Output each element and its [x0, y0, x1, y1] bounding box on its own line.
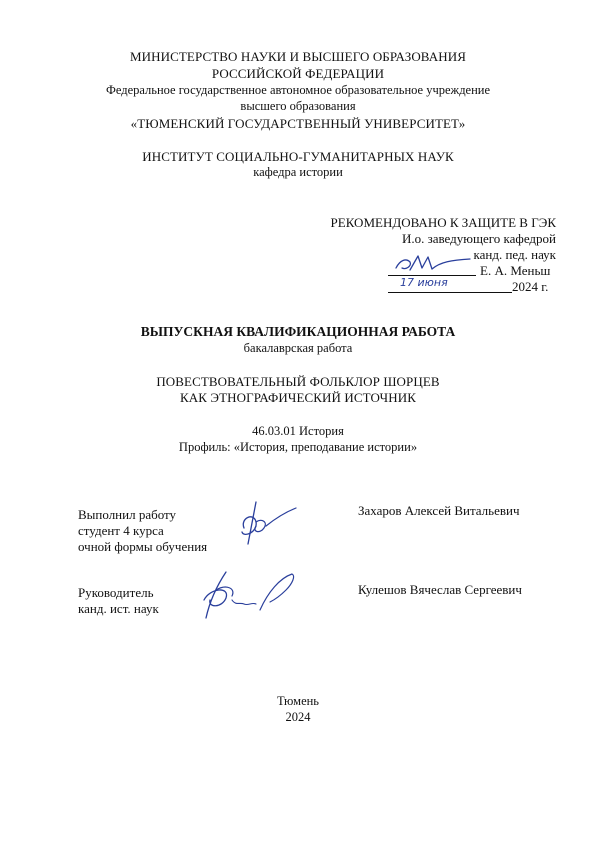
institution-type-line-2: высшего образования	[240, 99, 356, 113]
approval-title: РЕКОМЕНДОВАНО К ЗАЩИТЕ В ГЭК	[330, 215, 556, 230]
department-name: кафедра истории	[253, 165, 343, 179]
footer-year: 2024	[285, 710, 311, 724]
footer-city: Тюмень	[276, 694, 320, 708]
institution-type-line-1: Федеральное государственное автономное образовательное учреждение	[105, 83, 491, 97]
ministry-line-1: МИНИСТЕРСТВО НАУКИ И ВЫСШЕГО ОБРАЗОВАНИЯ	[129, 49, 466, 64]
supervisor-signature-icon	[196, 566, 300, 622]
university-name: «ТЮМЕНСКИЙ ГОСУДАРСТВЕННЫЙ УНИВЕРСИТЕТ»	[130, 116, 466, 131]
work-title-line-2: КАК ЭТНОГРАФИЧЕСКИЙ ИСТОЧНИК	[180, 390, 416, 405]
handwritten-date: 17 июня	[400, 276, 448, 289]
author-label-1: Выполнил работу	[78, 507, 177, 522]
specialty-code: 46.03.01 История	[252, 424, 344, 438]
work-type: ВЫПУСКНАЯ КВАЛИФИКАЦИОННАЯ РАБОТА	[140, 324, 456, 339]
author-name: Захаров Алексей Витальевич	[358, 503, 520, 518]
approval-position: И.о. заведующего кафедрой	[401, 231, 556, 246]
author-label-2: студент 4 курса	[78, 523, 164, 538]
approval-degree: канд. пед. наук	[473, 247, 556, 262]
work-subtype: бакалаврская работа	[243, 341, 353, 355]
author-label-3: очной формы обучения	[78, 539, 208, 554]
supervisor-label-1: Руководитель	[78, 585, 154, 600]
institute-name: ИНСТИТУТ СОЦИАЛЬНО-ГУМАНИТАРНЫХ НАУК	[142, 149, 454, 164]
supervisor-label-2: канд. ист. наук	[78, 601, 159, 616]
approval-date-line	[388, 292, 512, 293]
ministry-line-2: РОССИЙСКОЙ ФЕДЕРАЦИИ	[211, 66, 385, 81]
head-signature-icon	[392, 250, 474, 276]
work-title-line-1: ПОВЕСТВОВАТЕЛЬНЫЙ ФОЛЬКЛОР ШОРЦЕВ	[156, 374, 440, 389]
author-signature-icon	[234, 498, 300, 548]
supervisor-name: Кулешов Вячеслав Сергеевич	[358, 582, 522, 597]
study-profile: Профиль: «История, преподавание истории»	[178, 440, 418, 454]
approval-year: 2024 г.	[512, 279, 549, 294]
approval-name: Е. А. Меньш	[480, 263, 551, 278]
